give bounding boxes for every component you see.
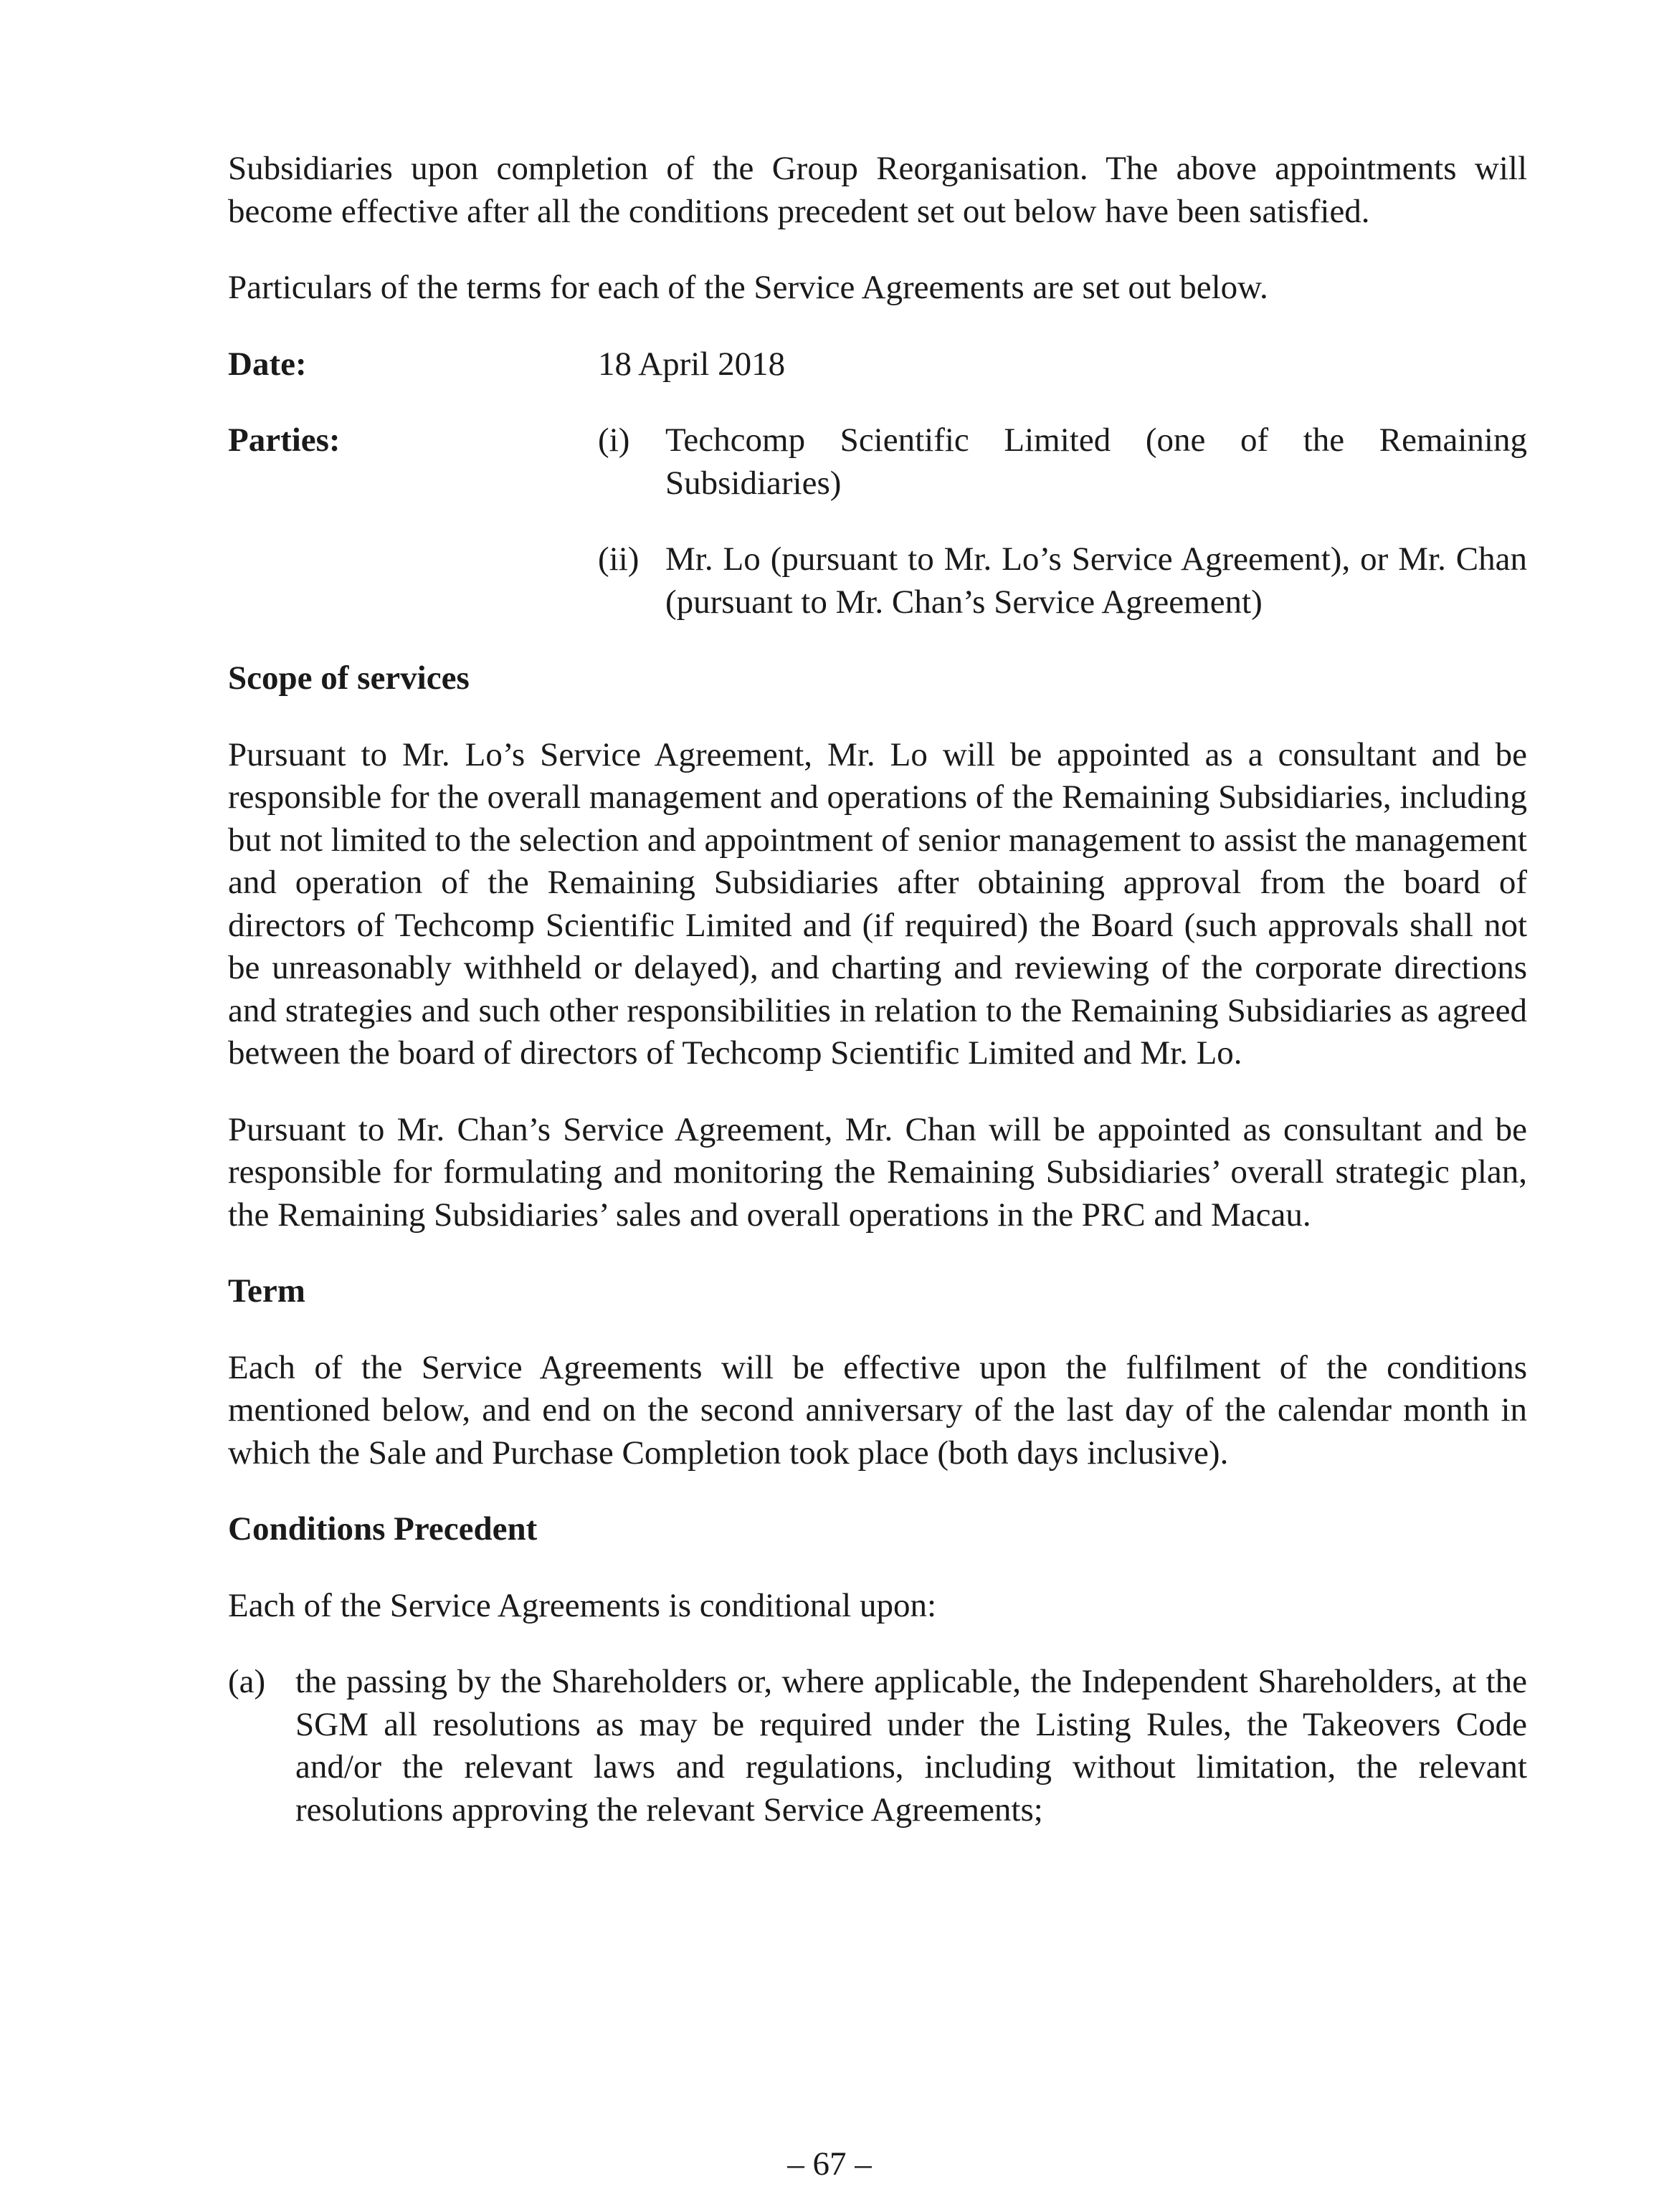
date-row [228,343,1527,386]
term-heading: Term [228,1272,305,1310]
condition-marker: (a) [228,1663,266,1700]
date-label: Date: [228,345,307,383]
page-number: – 67 – [787,2145,872,2183]
party-item [598,538,1527,624]
party-text: Mr. Lo (pursuant to Mr. Lo’s Service Agreement), or Mr. Chan (pursuant to Mr. Chan’s Service Agreement) [665,540,1527,621]
particulars-paragraph: Particulars of the terms for each of the Service Agreements are set out below. [228,269,1268,306]
parties-list [598,419,1527,624]
scope-paragraph-chan: Pursuant to Mr. Chan’s Service Agreement, Mr. Chan will be appointed as consultant and be responsible for formulating and monitoring the Remaining Subsidiaries’ overall strategic plan, the Remaining Subsidiaries’ sales and overall operations in the PRC and Macau. [228,1110,1527,1234]
conditions-intro: Each of the Service Agreements is conditional upon: [228,1586,937,1624]
party-item [598,419,1527,505]
condition-item [228,1661,1527,1831]
scope-heading: Scope of services [228,659,470,697]
condition-text: the passing by the Shareholders or, where applicable, the Independent Shareholders, at the SGM all resolutions as may be required under the Listing Rules, the Takeovers Code and/or the relevant laws and regulations, including without limitation, the relevant resolutions approving the relevant Service Agreements; [295,1663,1527,1829]
intro-paragraph: Subsidiaries upon completion of the Group Reorganisation. The above appointments will become effective after all the conditions precedent set out below have been satisfied. [228,150,1527,230]
parties-label: Parties: [228,421,341,459]
date-value: 18 April 2018 [598,345,786,383]
document-page [228,148,1527,1831]
term-paragraph: Each of the Service Agreements will be effective upon the fulfilment of the conditions mentioned below, and end on the second anniversary of the last day of the calendar month in which the Sale and Purchase Completion took place (both days inclusive). [228,1348,1527,1472]
scope-paragraph-lo: Pursuant to Mr. Lo’s Service Agreement, Mr. Lo will be appointed as a consultant and be responsible for the overall management and operations of the Remaining Subsidiaries, including but not limited to the selection and appointment of senior management to assist the management and operation of the Remaining Subsidiaries after obtaining approval from the board of directors of Techcomp Scientific Limited and (if required) the Board (such approvals shall not be unreasonably withheld or delayed), and charting and reviewing of the corporate directions and strategies and such other responsibilities in relation to the Remaining Subsidiaries as agreed between the board of directors of Techcomp Scientific Limited and Mr. Lo. [228,735,1527,1072]
party-marker: (i) [598,421,630,459]
parties-row [228,419,1527,624]
party-text: Techcomp Scientific Limited (one of the Remaining Subsidiaries) [665,421,1527,502]
conditions-heading: Conditions Precedent [228,1510,538,1548]
party-marker: (ii) [598,540,640,578]
